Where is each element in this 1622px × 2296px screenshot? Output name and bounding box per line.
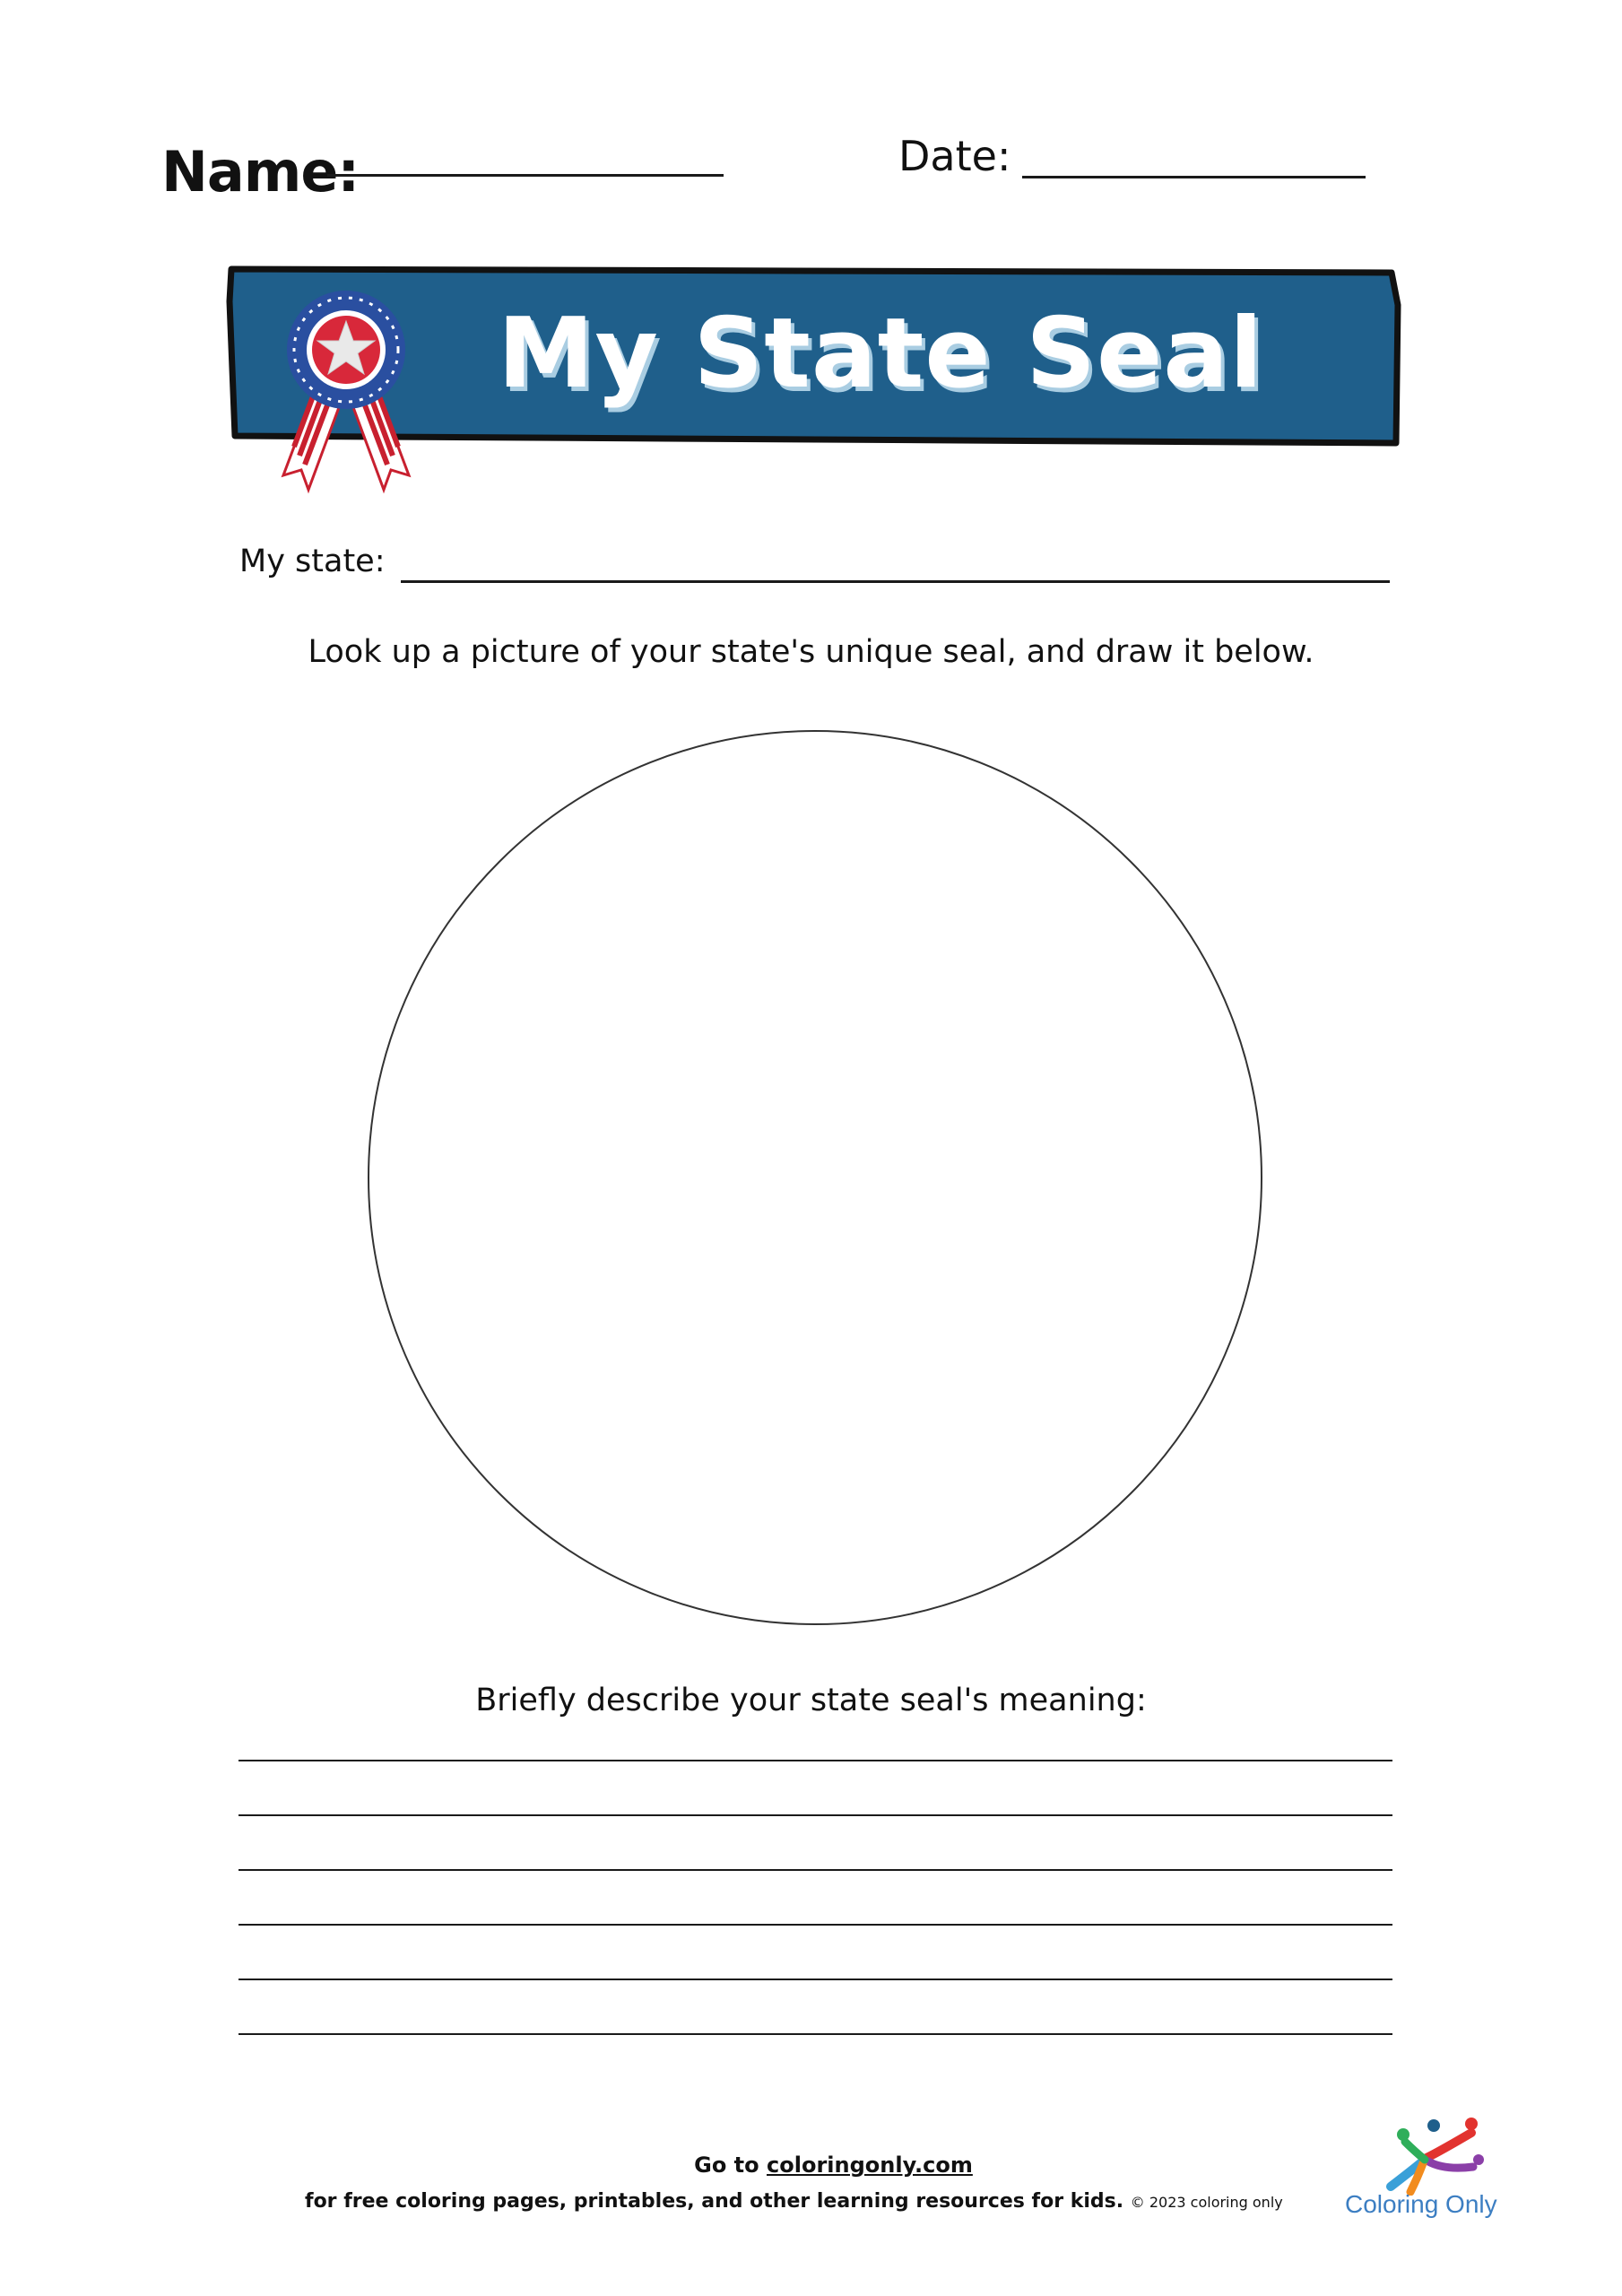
name-field[interactable] <box>327 174 724 177</box>
writing-line[interactable] <box>239 2033 1392 2035</box>
footer-copyright: © 2023 coloring only <box>1130 2194 1283 2211</box>
coloring-only-logo-icon <box>1378 2115 1486 2196</box>
date-field[interactable] <box>1022 176 1366 178</box>
writing-line[interactable] <box>239 1979 1392 1980</box>
footer-description <box>305 2190 1283 2213</box>
name-label: Name: <box>161 139 360 204</box>
instruction-text: Look up a picture of your state's unique seal, and draw it below. <box>308 634 1314 670</box>
page-title: My State Seal <box>498 298 1264 410</box>
description-writing-area[interactable] <box>239 1760 1392 2047</box>
seal-drawing-area[interactable] <box>368 730 1262 1625</box>
writing-line[interactable] <box>239 1869 1392 1871</box>
footer-website-link[interactable]: coloringonly.com <box>767 2152 973 2178</box>
writing-line[interactable] <box>239 1924 1392 1926</box>
date-label: Date: <box>898 132 1011 180</box>
state-field[interactable] <box>401 580 1390 583</box>
state-label: My state: <box>239 544 386 579</box>
footer-goto-prefix: Go to <box>694 2152 759 2178</box>
footer-description-text: for free coloring pages, printables, and other learning resources for kids. <box>305 2190 1124 2213</box>
writing-line[interactable] <box>239 1814 1392 1816</box>
coloring-only-logo-text: Coloring Only <box>1345 2190 1497 2218</box>
writing-line[interactable] <box>239 1760 1392 1761</box>
describe-prompt: Briefly describe your state seal's meaning: <box>475 1683 1147 1718</box>
award-ribbon-icon <box>274 285 418 500</box>
